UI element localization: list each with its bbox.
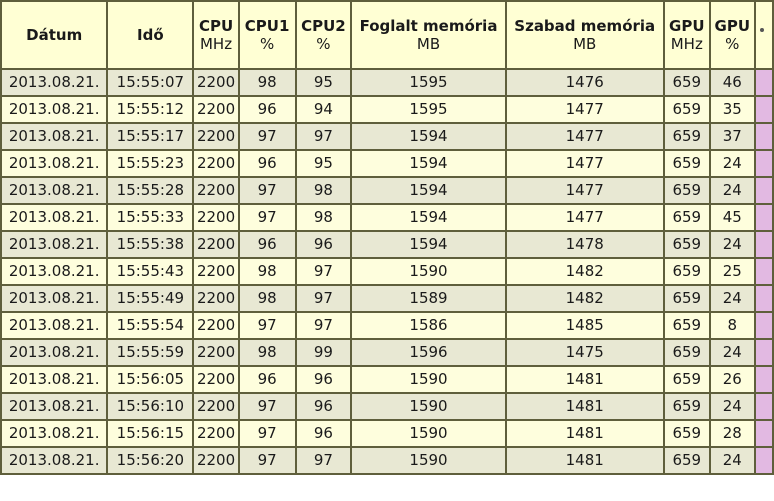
cell-ido: 15:55:33 xyxy=(107,204,193,231)
cell-szabad-memoria: 1485 xyxy=(506,312,664,339)
cell-gpu-mhz: 659 xyxy=(664,123,710,150)
cell-cpu2: 97 xyxy=(296,447,352,474)
cell-datum: 2013.08.21. xyxy=(1,393,107,420)
cell-foglalt-memoria: 1590 xyxy=(351,366,505,393)
cell-cpu2: 99 xyxy=(296,339,352,366)
cell-truncated xyxy=(755,231,773,258)
cell-ido: 15:55:12 xyxy=(107,96,193,123)
cell-gpu-percent: 28 xyxy=(710,420,755,447)
cell-szabad-memoria: 1481 xyxy=(506,447,664,474)
column-header-ido: Idő xyxy=(107,1,193,69)
cell-datum: 2013.08.21. xyxy=(1,231,107,258)
cell-cpu2: 96 xyxy=(296,231,352,258)
cell-gpu-percent: 24 xyxy=(710,393,755,420)
cell-gpu-percent: 35 xyxy=(710,96,755,123)
cell-ido: 15:55:54 xyxy=(107,312,193,339)
cell-truncated xyxy=(755,177,773,204)
cell-cpu1: 98 xyxy=(239,285,296,312)
table-row xyxy=(1,447,773,474)
column-header-truncated xyxy=(755,1,773,69)
table-row xyxy=(1,177,773,204)
cell-gpu-percent: 25 xyxy=(710,258,755,285)
cell-gpu-percent: 24 xyxy=(710,150,755,177)
cell-cpu-mhz: 2200 xyxy=(193,420,238,447)
cell-datum: 2013.08.21. xyxy=(1,177,107,204)
cell-datum: 2013.08.21. xyxy=(1,150,107,177)
cell-cpu-mhz: 2200 xyxy=(193,204,238,231)
cell-szabad-memoria: 1477 xyxy=(506,150,664,177)
column-header-szabad-memoria: Szabad memória MB xyxy=(506,1,664,69)
column-header-datum: Dátum xyxy=(1,1,107,69)
cell-szabad-memoria: 1481 xyxy=(506,393,664,420)
cell-foglalt-memoria: 1590 xyxy=(351,258,505,285)
cell-truncated xyxy=(755,366,773,393)
cell-cpu2: 96 xyxy=(296,366,352,393)
cell-truncated xyxy=(755,204,773,231)
cell-cpu2: 95 xyxy=(296,69,352,96)
table-row xyxy=(1,258,773,285)
table-row xyxy=(1,366,773,393)
cell-foglalt-memoria: 1595 xyxy=(351,69,505,96)
cell-szabad-memoria: 1477 xyxy=(506,96,664,123)
cell-foglalt-memoria: 1586 xyxy=(351,312,505,339)
cell-datum: 2013.08.21. xyxy=(1,447,107,474)
cell-foglalt-memoria: 1590 xyxy=(351,393,505,420)
cell-gpu-mhz: 659 xyxy=(664,258,710,285)
cell-szabad-memoria: 1476 xyxy=(506,69,664,96)
cell-gpu-mhz: 659 xyxy=(664,339,710,366)
cell-truncated xyxy=(755,150,773,177)
cell-cpu1: 96 xyxy=(239,366,296,393)
cell-gpu-percent: 46 xyxy=(710,69,755,96)
header-row xyxy=(1,1,773,69)
cell-foglalt-memoria: 1589 xyxy=(351,285,505,312)
cell-gpu-percent: 24 xyxy=(710,177,755,204)
cell-foglalt-memoria: 1590 xyxy=(351,420,505,447)
cell-foglalt-memoria: 1594 xyxy=(351,204,505,231)
cell-cpu2: 97 xyxy=(296,123,352,150)
cell-gpu-mhz: 659 xyxy=(664,96,710,123)
column-header-cpu-mhz: CPU MHz xyxy=(193,1,238,69)
cell-gpu-percent: 45 xyxy=(710,204,755,231)
cell-ido: 15:55:49 xyxy=(107,285,193,312)
cell-cpu1: 97 xyxy=(239,204,296,231)
table-row xyxy=(1,150,773,177)
cell-cpu1: 97 xyxy=(239,420,296,447)
cell-cpu-mhz: 2200 xyxy=(193,69,238,96)
cell-truncated xyxy=(755,123,773,150)
cell-cpu-mhz: 2200 xyxy=(193,177,238,204)
cell-ido: 15:56:05 xyxy=(107,366,193,393)
cell-gpu-mhz: 659 xyxy=(664,312,710,339)
column-header-cpu1: CPU1 % xyxy=(239,1,296,69)
table-row xyxy=(1,69,773,96)
cell-szabad-memoria: 1482 xyxy=(506,258,664,285)
cell-foglalt-memoria: 1590 xyxy=(351,447,505,474)
cell-cpu1: 98 xyxy=(239,339,296,366)
cell-cpu1: 96 xyxy=(239,231,296,258)
cell-truncated xyxy=(755,447,773,474)
cell-cpu2: 95 xyxy=(296,150,352,177)
cell-gpu-percent: 37 xyxy=(710,123,755,150)
cell-cpu1: 98 xyxy=(239,69,296,96)
cell-cpu-mhz: 2200 xyxy=(193,285,238,312)
column-header-gpu-mhz: GPU MHz xyxy=(664,1,710,69)
cell-gpu-mhz: 659 xyxy=(664,285,710,312)
cell-szabad-memoria: 1481 xyxy=(506,366,664,393)
cell-truncated xyxy=(755,393,773,420)
cell-cpu-mhz: 2200 xyxy=(193,231,238,258)
cell-cpu2: 94 xyxy=(296,96,352,123)
cell-gpu-mhz: 659 xyxy=(664,393,710,420)
cell-cpu-mhz: 2200 xyxy=(193,96,238,123)
table-row xyxy=(1,96,773,123)
column-header-cpu2: CPU2 % xyxy=(296,1,352,69)
cell-cpu1: 97 xyxy=(239,123,296,150)
cell-gpu-mhz: 659 xyxy=(664,420,710,447)
cell-cpu2: 97 xyxy=(296,285,352,312)
cell-datum: 2013.08.21. xyxy=(1,339,107,366)
cell-gpu-mhz: 659 xyxy=(664,177,710,204)
cell-gpu-mhz: 659 xyxy=(664,204,710,231)
cell-cpu1: 98 xyxy=(239,258,296,285)
cell-datum: 2013.08.21. xyxy=(1,123,107,150)
cell-gpu-mhz: 659 xyxy=(664,366,710,393)
cell-ido: 15:55:07 xyxy=(107,69,193,96)
cell-gpu-mhz: 659 xyxy=(664,447,710,474)
cell-foglalt-memoria: 1594 xyxy=(351,231,505,258)
cell-gpu-percent: 24 xyxy=(710,231,755,258)
cell-foglalt-memoria: 1594 xyxy=(351,123,505,150)
table-body xyxy=(1,69,773,474)
cell-szabad-memoria: 1478 xyxy=(506,231,664,258)
cell-datum: 2013.08.21. xyxy=(1,420,107,447)
cell-cpu1: 97 xyxy=(239,447,296,474)
cell-truncated xyxy=(755,258,773,285)
cell-cpu2: 96 xyxy=(296,393,352,420)
cell-ido: 15:55:23 xyxy=(107,150,193,177)
cell-cpu-mhz: 2200 xyxy=(193,339,238,366)
cell-truncated xyxy=(755,339,773,366)
cell-datum: 2013.08.21. xyxy=(1,312,107,339)
cell-szabad-memoria: 1477 xyxy=(506,204,664,231)
cell-cpu2: 97 xyxy=(296,258,352,285)
cell-cpu2: 98 xyxy=(296,177,352,204)
cell-ido: 15:55:59 xyxy=(107,339,193,366)
cell-gpu-percent: 24 xyxy=(710,447,755,474)
cell-szabad-memoria: 1481 xyxy=(506,420,664,447)
cell-ido: 15:55:43 xyxy=(107,258,193,285)
table-row xyxy=(1,231,773,258)
cell-cpu1: 96 xyxy=(239,96,296,123)
cell-datum: 2013.08.21. xyxy=(1,366,107,393)
cell-datum: 2013.08.21. xyxy=(1,69,107,96)
table-row xyxy=(1,285,773,312)
table-row xyxy=(1,312,773,339)
cell-datum: 2013.08.21. xyxy=(1,258,107,285)
cell-ido: 15:56:15 xyxy=(107,420,193,447)
cell-gpu-percent: 8 xyxy=(710,312,755,339)
cell-truncated xyxy=(755,96,773,123)
table-row xyxy=(1,204,773,231)
cell-szabad-memoria: 1477 xyxy=(506,177,664,204)
cell-ido: 15:55:28 xyxy=(107,177,193,204)
cell-foglalt-memoria: 1595 xyxy=(351,96,505,123)
cell-ido: 15:55:38 xyxy=(107,231,193,258)
cell-truncated xyxy=(755,285,773,312)
cell-foglalt-memoria: 1596 xyxy=(351,339,505,366)
cell-szabad-memoria: 1475 xyxy=(506,339,664,366)
cell-truncated xyxy=(755,420,773,447)
cell-gpu-percent: 26 xyxy=(710,366,755,393)
cell-datum: 2013.08.21. xyxy=(1,285,107,312)
cell-cpu-mhz: 2200 xyxy=(193,393,238,420)
cell-ido: 15:55:17 xyxy=(107,123,193,150)
cell-cpu1: 97 xyxy=(239,312,296,339)
table-row xyxy=(1,339,773,366)
cell-truncated xyxy=(755,69,773,96)
cell-truncated xyxy=(755,312,773,339)
cell-gpu-percent: 24 xyxy=(710,339,755,366)
cell-cpu1: 97 xyxy=(239,177,296,204)
truncated-header-mark xyxy=(760,28,764,32)
table-row xyxy=(1,420,773,447)
cell-ido: 15:56:10 xyxy=(107,393,193,420)
cell-foglalt-memoria: 1594 xyxy=(351,177,505,204)
cell-cpu-mhz: 2200 xyxy=(193,150,238,177)
column-header-foglalt-memoria: Foglalt memória MB xyxy=(351,1,505,69)
cell-cpu1: 97 xyxy=(239,393,296,420)
cell-ido: 15:56:20 xyxy=(107,447,193,474)
cell-cpu2: 97 xyxy=(296,312,352,339)
cell-cpu-mhz: 2200 xyxy=(193,312,238,339)
cell-szabad-memoria: 1482 xyxy=(506,285,664,312)
cell-gpu-mhz: 659 xyxy=(664,231,710,258)
cell-gpu-percent: 24 xyxy=(710,285,755,312)
cell-datum: 2013.08.21. xyxy=(1,204,107,231)
cell-cpu2: 98 xyxy=(296,204,352,231)
cell-cpu-mhz: 2200 xyxy=(193,258,238,285)
cell-cpu-mhz: 2200 xyxy=(193,447,238,474)
cell-foglalt-memoria: 1594 xyxy=(351,150,505,177)
cell-szabad-memoria: 1477 xyxy=(506,123,664,150)
table-row xyxy=(1,123,773,150)
cell-cpu1: 96 xyxy=(239,150,296,177)
cell-gpu-mhz: 659 xyxy=(664,150,710,177)
cell-gpu-mhz: 659 xyxy=(664,69,710,96)
cell-cpu-mhz: 2200 xyxy=(193,366,238,393)
cell-cpu-mhz: 2200 xyxy=(193,123,238,150)
table-row xyxy=(1,393,773,420)
column-header-gpu-percent: GPU % xyxy=(710,1,755,69)
cell-datum: 2013.08.21. xyxy=(1,96,107,123)
cell-cpu2: 96 xyxy=(296,420,352,447)
